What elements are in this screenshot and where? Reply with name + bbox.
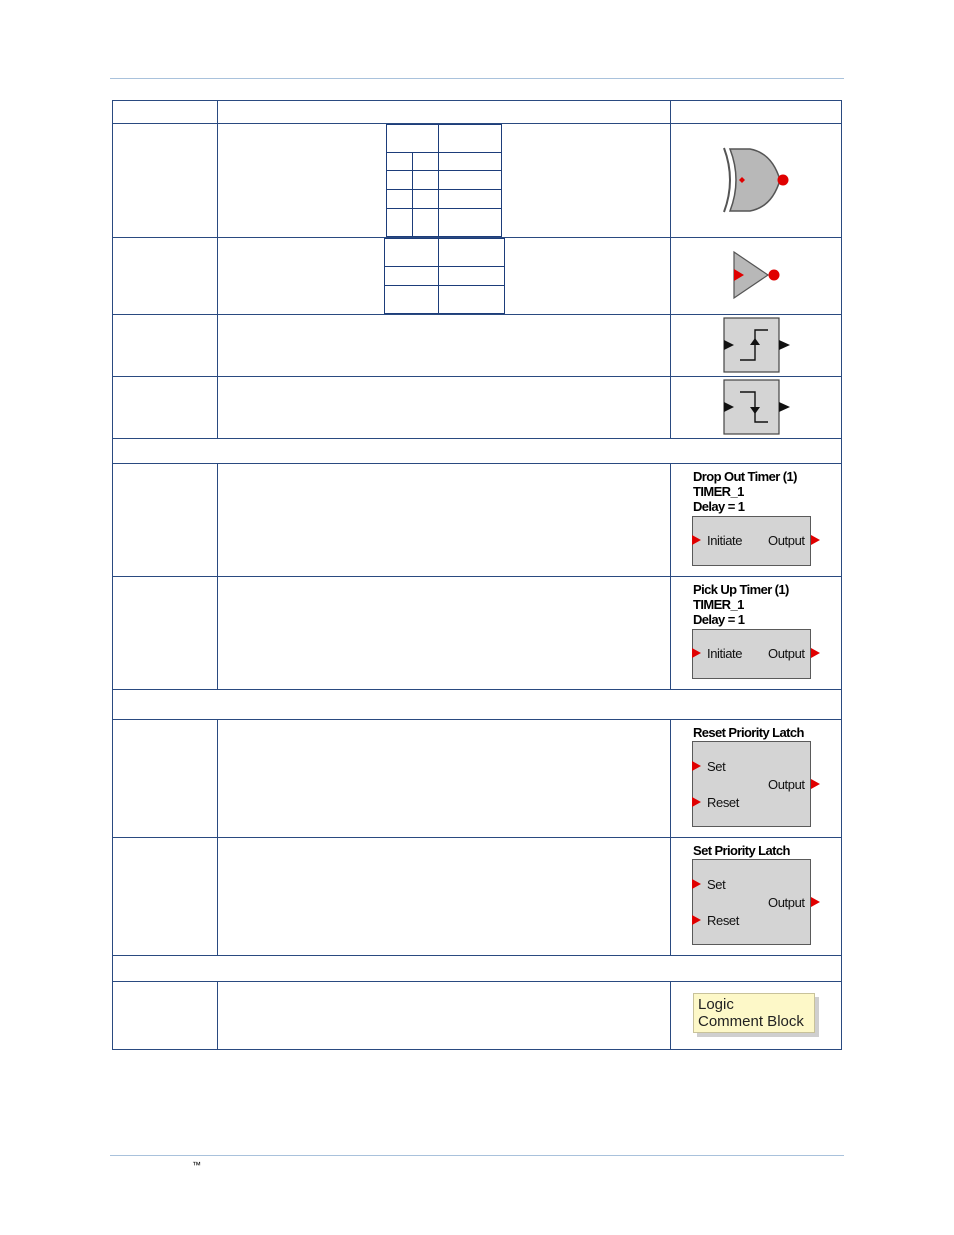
set-port-icon [692, 879, 701, 889]
trademark-symbol: ™ [192, 1160, 201, 1170]
table-row [112, 955, 842, 956]
xnor-gate-icon [716, 145, 796, 215]
comment-line-2: Comment Block [698, 1013, 804, 1030]
rising-edge-icon [720, 316, 794, 376]
reset-priority-latch-set-label: Set [707, 759, 726, 774]
drop-out-timer-name: TIMER_1 [693, 484, 744, 499]
comment-line-1: Logic [698, 996, 734, 1013]
drop-out-timer-title: Drop Out Timer (1) [693, 469, 797, 484]
pick-up-timer-delay: Delay = 1 [693, 612, 745, 627]
table-section-row [112, 463, 842, 464]
pick-up-timer-title: Pick Up Timer (1) [693, 582, 789, 597]
drop-out-timer-input-label: Initiate [707, 533, 743, 548]
drop-out-timer-delay: Delay = 1 [693, 499, 745, 514]
table-row [112, 376, 842, 377]
table-border-bottom [112, 1049, 842, 1050]
not-gate-icon [730, 250, 786, 302]
logic-comment-block [693, 993, 815, 1033]
output-port-icon [811, 535, 820, 545]
table-section-row [112, 981, 842, 982]
reset-priority-latch-title: Reset Priority Latch [693, 725, 804, 740]
set-priority-latch-set-label: Set [707, 877, 726, 892]
table-section-row [112, 719, 842, 720]
output-port-icon [811, 648, 820, 658]
reset-priority-latch-output-label: Output [768, 777, 805, 792]
input-port-icon [692, 535, 701, 545]
table-row [112, 314, 842, 315]
output-port-icon [811, 897, 820, 907]
input-port-icon [692, 648, 701, 658]
set-priority-latch-reset-label: Reset [707, 913, 739, 928]
falling-edge-icon [720, 378, 794, 438]
table-row [112, 689, 842, 690]
table-row [112, 837, 842, 838]
footer-rule [110, 1155, 844, 1156]
reset-port-icon [692, 797, 701, 807]
set-port-icon [692, 761, 701, 771]
table-row [112, 438, 842, 439]
drop-out-timer-output-label: Output [768, 533, 805, 548]
reset-port-icon [692, 915, 701, 925]
set-priority-latch-output-label: Output [768, 895, 805, 910]
pick-up-timer-output-label: Output [768, 646, 805, 661]
reset-priority-latch-reset-label: Reset [707, 795, 739, 810]
table-row [112, 576, 842, 577]
table-border-left [112, 100, 113, 1050]
set-priority-latch-title: Set Priority Latch [693, 843, 790, 858]
pick-up-timer-name: TIMER_1 [693, 597, 744, 612]
table-border-right [841, 100, 842, 1050]
header-rule [110, 78, 844, 79]
pick-up-timer-input-label: Initiate [707, 646, 743, 661]
table-header-top [112, 100, 842, 101]
output-port-icon [811, 779, 820, 789]
